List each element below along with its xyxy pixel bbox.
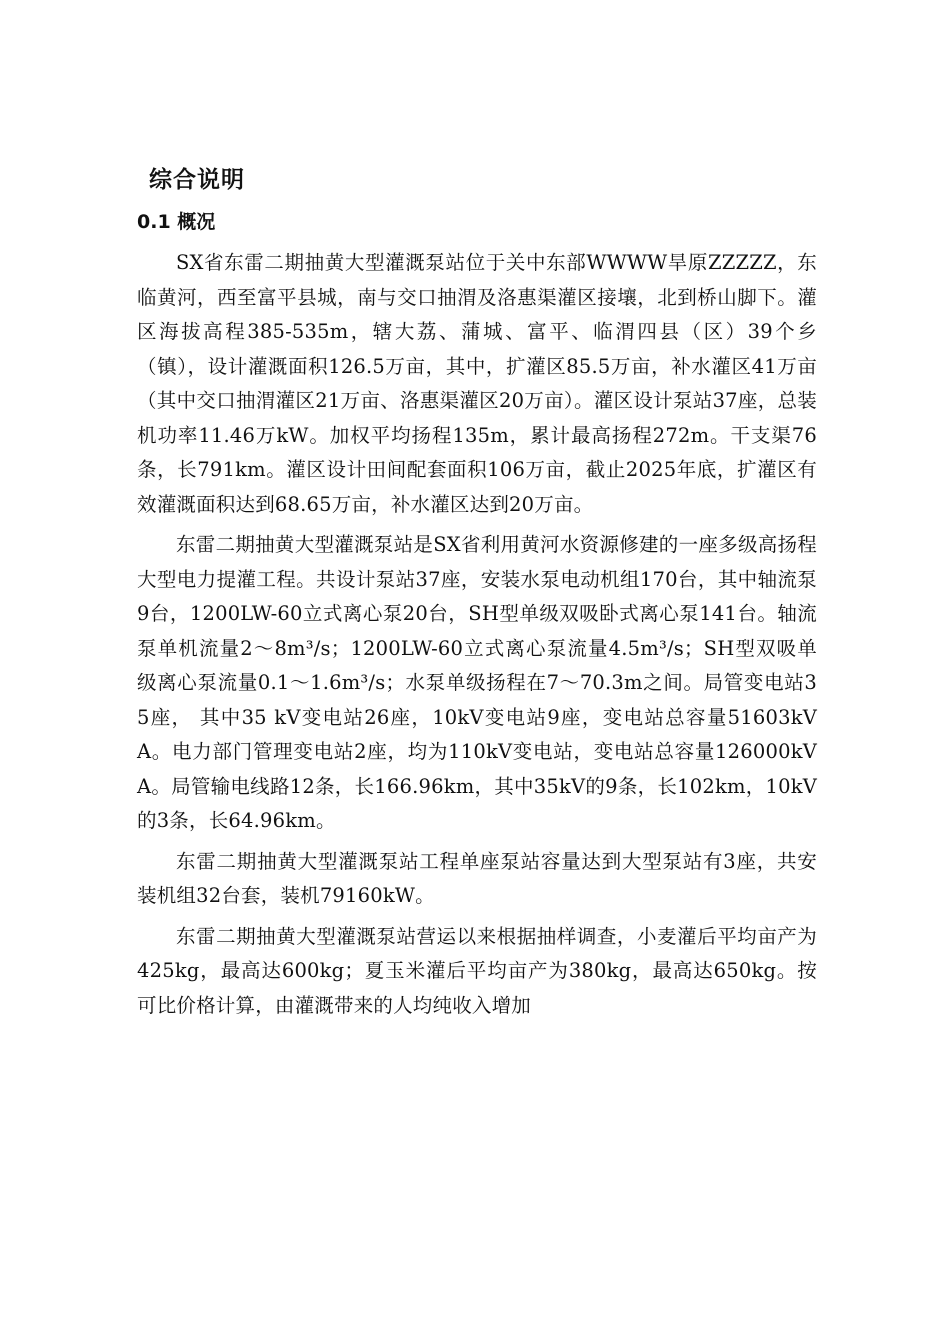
paragraph-yield-benefits: 东雷二期抽黄大型灌溉泵站营运以来根据抽样调查，小麦灌后平均亩产为425kg，最高达600kg；夏玉米灌后平均亩产为380kg，最高达650kg。按可比价格计算，由灌溉带来的人均纯收入增加 — [137, 924, 817, 1017]
document-title: 综合说明 — [149, 167, 245, 193]
paragraph-overview-location: SX省东雷二期抽黄大型灌溉泵站位于关中东部WWWW旱原ZZZZZ，东临黄河，西至富平县城，南与交口抽渭及洛惠渠灌区接壤，北到桥山脚下。灌区海拔高程385-535m，辖大荔、蒲城、富平、临渭四县（区）39个乡（镇），设计灌溉面积126.5万亩，其中，扩灌区85.5万亩，补水灌区41万亩（其中交口抽渭灌区21万亩、洛惠渠灌区20万亩）。灌区设计泵站37座，总装机功率11.46万kW。加权平均扬程135m，累计最高扬程272m。干支渠76条，长791km。灌区设计田间配套面积106万亩，截止2025年底，扩灌区有效灌溉面积达到68.65万亩，补水灌区达到20万亩。 — [137, 251, 817, 516]
paragraph-project-equipment: 东雷二期抽黄大型灌溉泵站是SX省利用黄河水资源修建的一座多级高扬程大型电力提灌工程。共设计泵站37座，安装水泵电动机组170台，其中轴流泵9台，1200LW-60立式离心泵20台，SH型单级双吸卧式离心泵141台。轴流泵单机流量2～8m³/s；1200LW-60立式离心泵流量4.5m³/s；SH型双吸单级离心泵流量0.1～1.6m³/s；水泵单级扬程在7～70.3m之间。局管变电站35座， 其中35 kV变电站26座，10kV变电站9座，变电站总容量51603kVA。电力部门管理变电站2座，均为110kV变电站，变电站总容量126000kVA。局管输电线路12条，长166.96km，其中35kV的9条，长102km，10kV的3条，长64.96km。 — [137, 533, 817, 832]
section-heading: 0.1 概况 — [137, 211, 216, 233]
document-body — [137, 160, 817, 1029]
paragraph-large-pump-stations: 东雷二期抽黄大型灌溉泵站工程单座泵站容量达到大型泵站有3座，共安装机组32台套，装机79160kW。 — [137, 849, 817, 907]
